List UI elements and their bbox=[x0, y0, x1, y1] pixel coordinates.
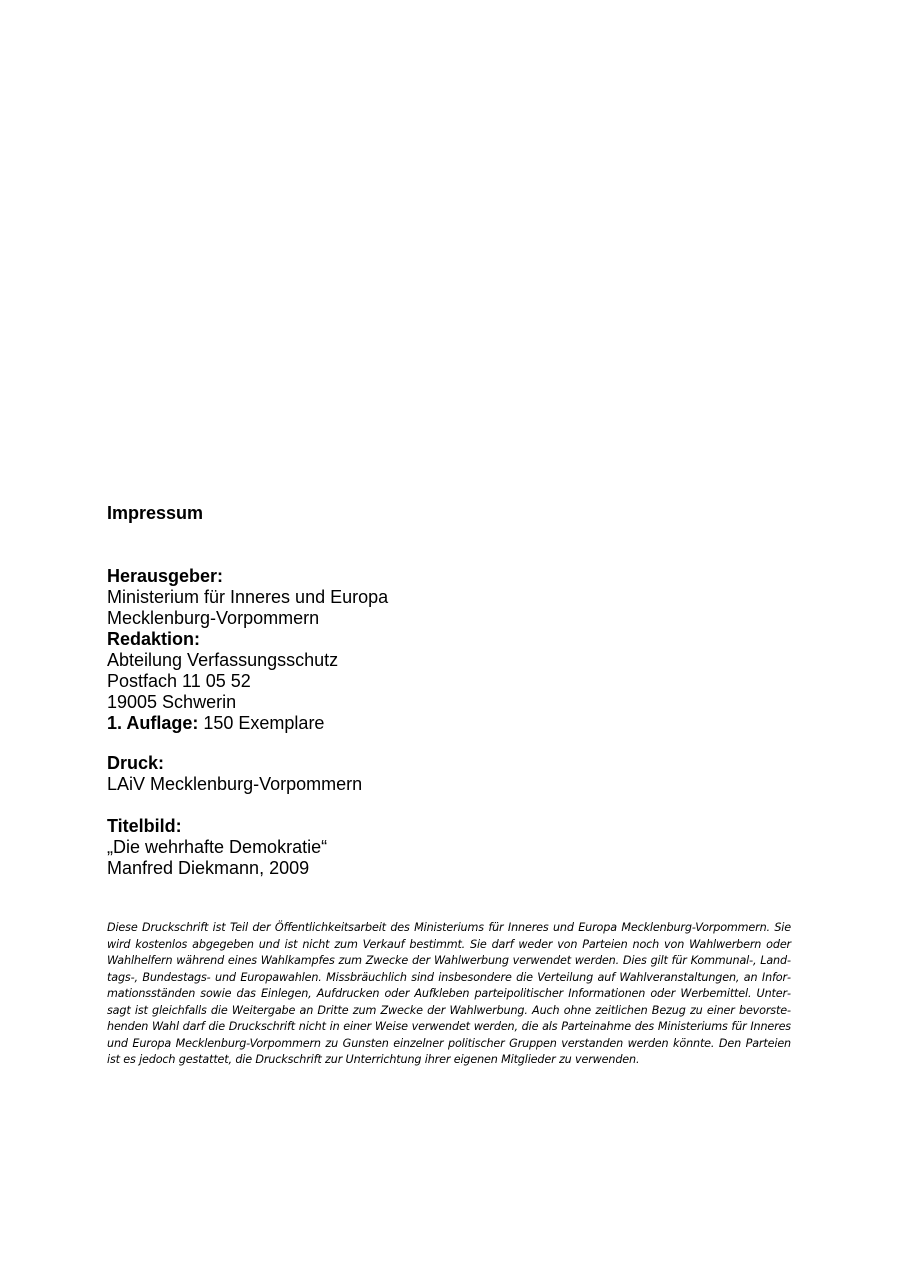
redaktion-label: Redaktion: bbox=[107, 629, 201, 649]
titelbild-line: „Die wehrhafte Demokratie“ bbox=[107, 837, 328, 857]
auflage-value: 150 Exemplare bbox=[203, 713, 325, 733]
titelbild-line: Manfred Diekmann, 2009 bbox=[107, 858, 310, 878]
print-block bbox=[107, 753, 362, 795]
redaktion-line: 19005 Schwerin bbox=[107, 692, 237, 712]
herausgeber-label: Herausgeber: bbox=[107, 566, 224, 586]
publisher-block bbox=[107, 566, 388, 734]
impressum-heading: Impressum bbox=[107, 503, 204, 523]
redaktion-line: Postfach 11 05 52 bbox=[107, 671, 251, 691]
auflage-line bbox=[107, 713, 388, 734]
druck-label: Druck: bbox=[107, 753, 165, 773]
titelbild-label: Titelbild: bbox=[107, 816, 182, 836]
redaktion-line: Abteilung Verfassungsschutz bbox=[107, 650, 339, 670]
druck-value: LAiV Mecklenburg-Vorpommern bbox=[107, 774, 363, 794]
auflage-label: 1. Auflage: bbox=[107, 713, 199, 733]
disclaimer-text: Diese Druckschrift ist Teil der Öffentlichkeitsarbeit des Ministeriums für Inneres und Europa Mecklenburg-Vorpommern. Sie wird kostenlos abgegeben und ist nicht zum Verkauf bestimmt. Sie darf weder von Parteien noch von Wahlwerbern oder Wahlhelfern während eines Wahlkampfes zum Zwecke der Wahlwerbung verwendet werden. Dies gilt für Kommunal-, Landtags-, Bundestags- und Europawahlen. Missbräuchlich sind insbesondere die Verteilung auf Wahlveranstaltungen, an Informationsständen sowie das Einlegen, Aufdrucken oder Aufkleben parteipolitischer Informationen oder Werbemittel. Untersagt ist gleichfalls die Weitergabe an Dritte zum Zwecke der Wahlwerbung. Auch ohne zeitlichen Bezug zu einer bevorstehenden Wahl darf die Druckschrift nicht in einer Weise verwendet werden, die als Parteinahme des Ministeriums für Inneres und Europa Mecklenburg-Vorpommern zu Gunsten einzelner politischer Gruppen verstanden werden könnte. Den Parteien ist es jedoch gestattet, die Druckschrift zur Unterrichtung ihrer eigenen Mitglieder zu verwenden. bbox=[107, 921, 791, 1066]
herausgeber-line: Mecklenburg-Vorpommern bbox=[107, 608, 320, 628]
herausgeber-line: Ministerium für Inneres und Europa bbox=[107, 587, 389, 607]
cover-image-block bbox=[107, 816, 327, 879]
